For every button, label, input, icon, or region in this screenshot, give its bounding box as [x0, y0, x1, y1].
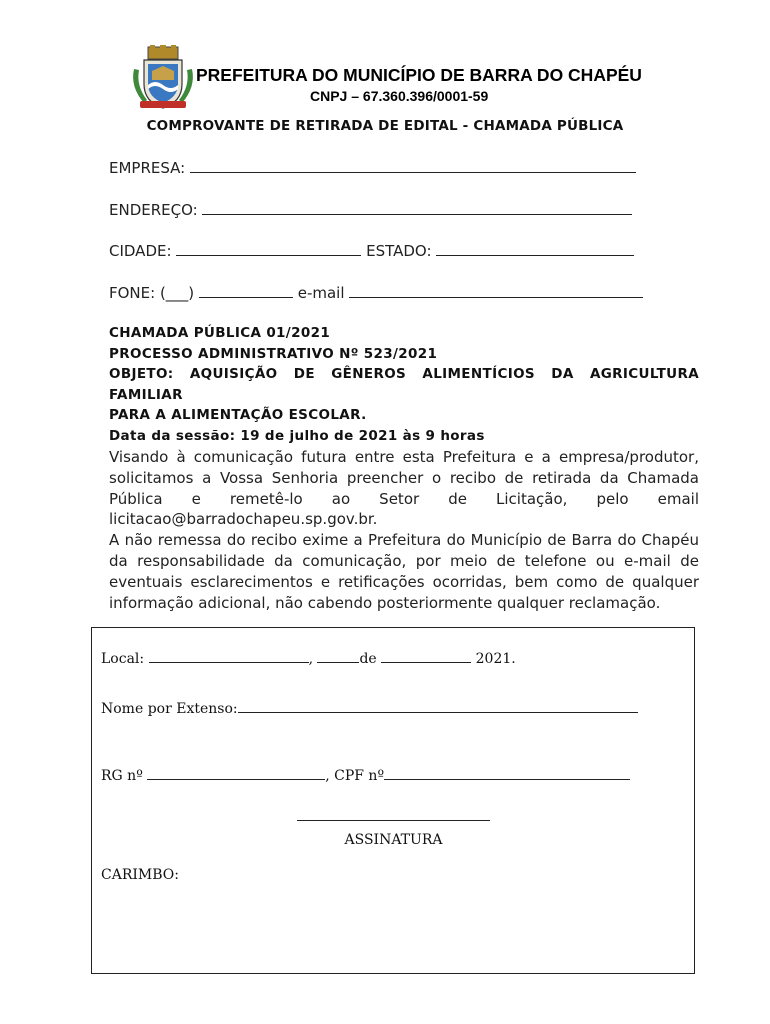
estado-input-line[interactable]: [436, 241, 634, 256]
fone-label: FONE: (___): [109, 284, 195, 302]
nome-label: Nome por Extenso:: [101, 701, 238, 717]
processo-administrativo: PROCESSO ADMINISTRATIVO Nº 523/2021: [109, 345, 438, 362]
de-label: de: [359, 651, 377, 667]
email-label: e-mail: [297, 284, 345, 302]
signature-label: ASSINATURA: [344, 832, 443, 848]
endereco-label: ENDEREÇO:: [109, 201, 198, 219]
cidade-label: CIDADE:: [109, 242, 172, 260]
email-input-line[interactable]: [349, 283, 643, 298]
local-label: Local:: [101, 651, 145, 667]
rg-cpf-field[interactable]: [101, 765, 630, 784]
cnpj-label: CNPJ – 67.360.396/0001-59: [310, 88, 489, 104]
coat-of-arms-icon: [130, 45, 196, 111]
empresa-field[interactable]: [109, 158, 636, 177]
objeto-line-1: OBJETO: AQUISIÇÃO DE GÊNEROS ALIMENTÍCIOS DA AGRICULTURA FAMILIAR: [109, 366, 699, 403]
receipt-box: [91, 627, 695, 974]
endereco-input-line[interactable]: [202, 200, 632, 215]
instructions-text: [109, 447, 699, 613]
document-title: COMPROVANTE DE RETIRADA DE EDITAL - CHAMADA PÚBLICA: [146, 118, 624, 134]
empresa-input-line[interactable]: [190, 158, 636, 173]
local-input-line[interactable]: [149, 648, 309, 663]
instructions-paragraph-2: A não remessa do recibo exime a Prefeitura do Município de Barra do Chapéu da responsabilidade da comunicação, por meio de telefone ou e-mail de eventuais esclarecimentos e retificações ocorridas, bem como de qualquer informação adicional, não cabendo posteriormente qualquer reclamação.: [109, 531, 699, 612]
cpf-input-line[interactable]: [384, 765, 630, 780]
chamada-publica-number: CHAMADA PÚBLICA 01/2021: [109, 325, 331, 341]
municipality-title: PREFEITURA DO MUNICÍPIO DE BARRA DO CHAPÉU: [196, 65, 642, 85]
day-input-line[interactable]: [317, 648, 359, 663]
nome-input-line[interactable]: [238, 698, 638, 713]
local-field[interactable]: Local: , de 2021.: [101, 648, 516, 667]
cpf-label: , CPF nº: [325, 768, 385, 784]
fone-input-line[interactable]: [199, 283, 293, 298]
process-info: [109, 323, 699, 447]
session-date: Data da sessão: 19 de julho de 2021 às 9 horas: [109, 427, 485, 444]
cidade-input-line[interactable]: [176, 241, 361, 256]
rg-input-line[interactable]: [147, 765, 325, 780]
carimbo-label: CARIMBO:: [101, 867, 179, 883]
fone-email-field[interactable]: [109, 283, 643, 302]
nome-field[interactable]: [101, 698, 638, 717]
cidade-estado-field[interactable]: [109, 241, 634, 260]
instructions-paragraph-1: Visando à comunicação futura entre esta Prefeitura e a empresa/produtor, solicitamos a Vossa Senhoria preencher o recibo de retirada da Chamada Pública e remetê-lo ao Setor de Licitação, pelo email licitacao@barradochapeu.sp.gov.br.: [109, 448, 699, 529]
endereco-field[interactable]: [109, 200, 632, 219]
signature-line[interactable]: [297, 820, 490, 821]
estado-label: ESTADO:: [366, 242, 432, 260]
empresa-label: EMPRESA:: [109, 159, 186, 177]
objeto-line-2: PARA A ALIMENTAÇÃO ESCOLAR.: [109, 407, 367, 424]
rg-label: RG nº: [101, 768, 143, 784]
month-input-line[interactable]: [381, 648, 471, 663]
year-label: 2021.: [475, 651, 516, 667]
